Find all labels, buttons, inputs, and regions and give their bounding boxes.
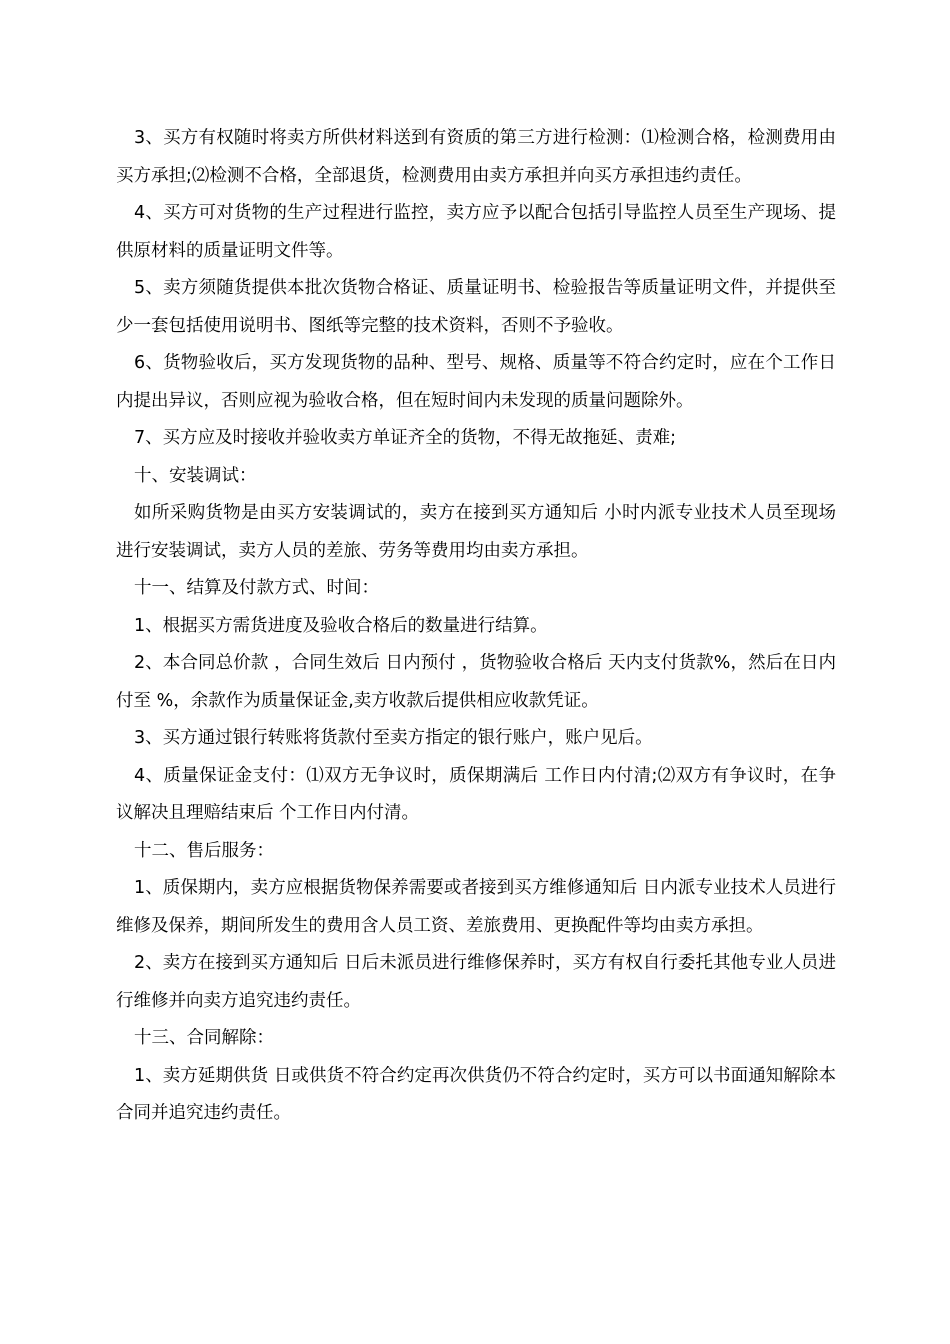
clause-3-third-party-testing: 3、买方有权随时将卖方所供材料送到有资质的第三方进行检测：⑴检测合格，检测费用由买方承担;⑵检测不合格，全部退货，检测费用由卖方承担并向买方承担违约责任。 — [116, 128, 836, 186]
settlement-clause-1: 1、根据买方需货进度及验收合格后的数量进行结算。 — [134, 615, 548, 636]
section-heading-after-sales: 十二、售后服务： — [134, 840, 274, 861]
settlement-clause-4: 4、质量保证金支付：⑴双方无争议时，质保期满后 工作日内付清;⑵双方有争议时，在争议解决且理赔结束后 个工作日内付清。 — [116, 765, 836, 823]
section-heading-termination: 十三、合同解除： — [134, 1028, 274, 1048]
clause-5-quality-documents: 5、卖方须随货提供本批次货物合格证、质量证明书、检验报告等质量证明文件，并提供至少一套包括使用说明书、图纸等完整的技术资料，否则不予验收。 — [116, 278, 836, 336]
clause-4-production-monitoring: 4、买方可对货物的生产过程进行监控，卖方应予以配合包括引导监控人员至生产现场、提供原材料的质量证明文件等。 — [116, 203, 836, 261]
section-heading-installation: 十、安装调试： — [134, 465, 257, 486]
settlement-clause-3: 3、买方通过银行转账将货款付至卖方指定的银行账户，账户见后。 — [134, 728, 653, 748]
after-sales-clause-1: 1、质保期内，卖方应根据货物保养需要或者接到买方维修通知后 日内派专业技术人员进行维修及保养，期间所发生的费用含人员工资、差旅费用、更换配件等均由卖方承担。 — [116, 878, 836, 936]
clause-6-objection-period: 6、货物验收后，买方发现货物的品种、型号、规格、质量等不符合约定时，应在个工作日内提出异议，否则应视为验收合格，但在短时间内未发现的质量问题除外。 — [116, 353, 836, 411]
after-sales-clause-2: 2、卖方在接到买方通知后 日后未派员进行维修保养时，买方有权自行委托其他专业人员进行维修并向卖方追究违约责任。 — [116, 953, 836, 1011]
settlement-clause-2: 2、本合同总价款 ，合同生效后 日内预付 ，货物验收合格后 天内支付货款%，然后在日内付至 %，余款作为质量保证金,卖方收款后提供相应收款凭证。 — [116, 653, 836, 711]
section-heading-settlement: 十一、结算及付款方式、时间： — [134, 578, 379, 598]
installation-paragraph: 如所采购货物是由买方安装调试的，卖方在接到买方通知后 小时内派专业技术人员至现场进行安装调试，卖方人员的差旅、劳务等费用均由卖方承担。 — [116, 503, 836, 561]
clause-7-timely-acceptance: 7、买方应及时接收并验收卖方单证齐全的货物，不得无故拖延、责难; — [134, 428, 677, 448]
termination-clause-1: 1、卖方延期供货 日或供货不符合约定再次供货仍不符合约定时，买方可以书面通知解除本合同并追究违约责任。 — [116, 1065, 836, 1123]
document-body — [116, 120, 836, 1133]
